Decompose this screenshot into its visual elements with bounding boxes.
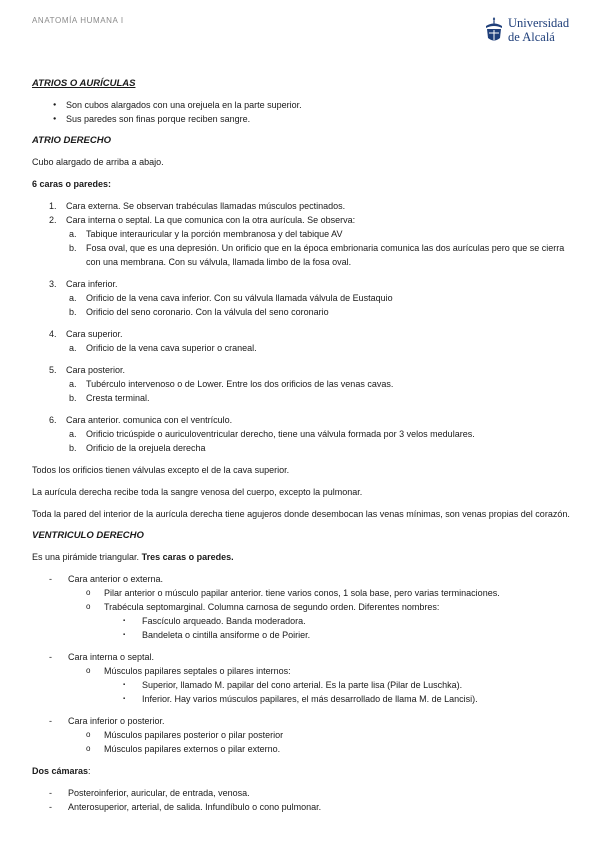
list-item: 3. Cara inferior. xyxy=(49,279,118,289)
university-crest-icon xyxy=(484,14,504,44)
university-name: Universidad de Alcalá xyxy=(508,16,570,44)
sub-list xyxy=(32,664,572,706)
section-title-atrio-derecho: ATRIO DERECHO xyxy=(32,135,111,146)
university-logo xyxy=(484,14,584,48)
sub-sub-list xyxy=(32,614,572,642)
sub-list xyxy=(32,728,572,756)
list-item: o Trabécula septomarginal. Columna carnosa de segundo orden. Diferentes nombres: xyxy=(86,602,440,612)
paragraph: Es una pirámide triangular. Tres caras o paredes. xyxy=(32,552,234,562)
list-item: a. Orificio tricúspide o auriculoventricular derecho, tiene una válvula formada por 3 velos medulares. xyxy=(69,429,475,439)
list-item: b. Cresta terminal. xyxy=(69,393,150,403)
list-item: o Músculos papilares posterior o pilar posterior xyxy=(86,730,284,740)
list-item: ● Son cubos alargados con una orejuela en la parte superior. xyxy=(32,98,572,112)
paragraph: Cubo alargado de arriba a abajo. xyxy=(32,157,164,167)
list-item: - Posteroinferior, auricular, de entrada, venosa. xyxy=(49,788,250,798)
list-item: ▪ Inferior. Hay varios músculos papilares, el más desarrollado de llama M. de Lancisi). xyxy=(123,694,478,704)
list-item: 4. Cara superior. xyxy=(49,329,123,339)
sub-sub-list xyxy=(32,678,572,706)
list-item: o Pilar anterior o músculo papilar anterior. tiene varios conos, 1 sola base, pero varias terminaciones. xyxy=(86,588,500,598)
list-item: - Cara inferior o posterior. xyxy=(49,716,165,726)
paragraph: Todos los orificios tienen válvulas excepto el de la cava superior. xyxy=(32,465,290,475)
list-item: o Músculos papilares septales o pilares internos: xyxy=(86,666,291,676)
sub-list xyxy=(32,341,572,355)
atrios-bullet-list xyxy=(32,98,572,126)
paragraph: La aurícula derecha recibe toda la sangre venosa del cuerpo, excepto la pulmonar. xyxy=(32,487,363,497)
list-item: - Cara anterior o externa. xyxy=(49,574,164,584)
list-item: a. Orificio de la vena cava superior o craneal. xyxy=(69,343,257,353)
list-item: - Cara interna o septal. xyxy=(49,652,155,662)
list-item: b. Orificio de la orejuela derecha xyxy=(69,443,206,453)
faces-heading: 6 caras o paredes: xyxy=(32,179,112,189)
sub-list xyxy=(32,377,572,405)
faces-list xyxy=(32,199,572,455)
document-body xyxy=(32,77,572,822)
list-item: - Anterosuperior, arterial, de salida. Infundíbulo o cono pulmonar. xyxy=(49,802,322,812)
section-title-atrios: ATRIOS O AURÍCULAS xyxy=(32,78,136,89)
ventriculo-list xyxy=(32,572,572,756)
sub-list xyxy=(32,586,572,642)
list-item: b. Fosa oval, que es una depresión. Un orificio que en la época embrionaria comunica las dos aurículas pero que se cierra con una membrana. Con su válvula, llamada limbo de la fosa oval. xyxy=(69,243,565,267)
list-item: 6. Cara anterior. comunica con el ventrículo. xyxy=(49,415,233,425)
list-item: 2. Cara interna o septal. La que comunica con la otra aurícula. Se observa: xyxy=(49,215,356,225)
list-item: a. Tabique interauricular y la porción membranosa y del tabique AV xyxy=(69,229,343,239)
sub-list xyxy=(32,227,572,269)
section-title-ventriculo-derecho: VENTRICULO DERECHO xyxy=(32,530,144,541)
sub-list xyxy=(32,427,572,455)
list-item: a. Tubérculo intervenoso o de Lower. Entre los dos orificios de las venas cavas. xyxy=(69,379,394,389)
list-item: ▪ Superior, llamado M. papilar del cono arterial. Es la parte lisa (Pilar de Luschka). xyxy=(123,680,463,690)
list-item: b. Orificio del seno coronario. Con la válvula del seno coronario xyxy=(69,307,329,317)
list-item: o Músculos papilares externos o pilar externo. xyxy=(86,744,281,754)
list-item: 1. Cara externa. Se observan trabéculas llamadas músculos pectinados. xyxy=(49,201,346,211)
list-item: ▪ Bandeleta o cintilla ansiforme o de Poirier. xyxy=(123,630,311,640)
course-title: ANATOMÍA HUMANA I xyxy=(32,16,124,25)
list-item: a. Orificio de la vena cava inferior. Con su válvula llamada válvula de Eustaquio xyxy=(69,293,393,303)
chambers-list xyxy=(32,786,572,814)
sub-list xyxy=(32,291,572,319)
paragraph: Toda la pared del interior de la aurícula derecha tiene agujeros donde desembocan las venas mínimas, son venas propias del corazón. xyxy=(32,509,570,519)
chambers-heading: Dos cámaras: xyxy=(32,766,91,776)
list-item: ▪ Fascículo arqueado. Banda moderadora. xyxy=(123,616,306,626)
list-item: 5. Cara posterior. xyxy=(49,365,126,375)
list-item: ● Sus paredes son finas porque reciben sangre. xyxy=(32,112,572,126)
